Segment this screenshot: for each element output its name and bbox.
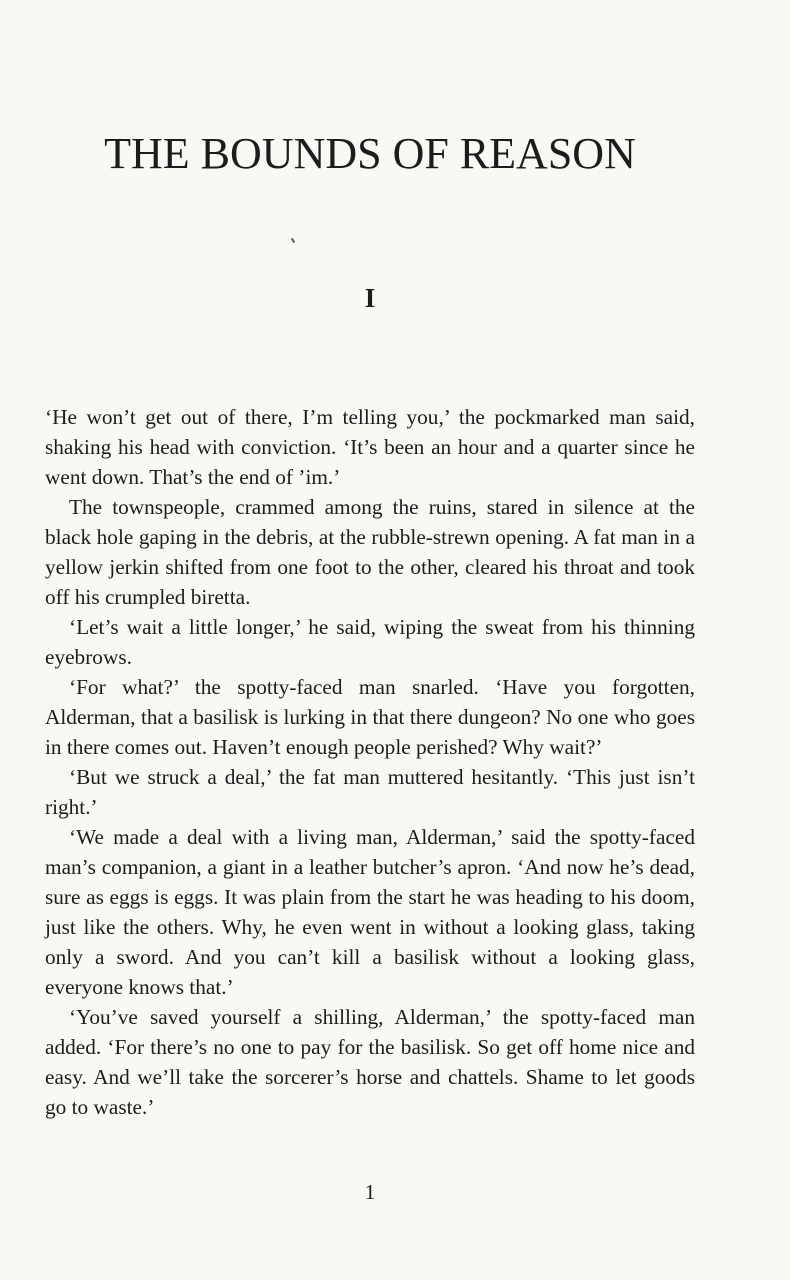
- paragraph: ‘But we struck a deal,’ the fat man muttered hesitantly. ‘This just isn’t right.’: [45, 765, 695, 819]
- chapter-body: [45, 402, 695, 1122]
- paragraph: ‘You’ve saved yourself a shilling, Alderman,’ the spotty-faced man added. ‘For there’s no one to pay for the basilisk. So get off home nice and easy. And we’ll take the sorcerer’s horse and chattels. Shame to let goods go to waste.’: [45, 1005, 695, 1119]
- paragraph: ‘We made a deal with a living man, Alderman,’ said the spotty-faced man’s companion, a giant in a leather butcher’s apron. ‘And now he’s dead, sure as eggs is eggs. It was plain from the start he was heading to his doom, just like the others. Why, he even went in without a looking glass, taking only a sword. And you can’t kill a basilisk without a looking glass, everyone knows that.’: [45, 825, 695, 999]
- paragraph: ‘He won’t get out of there, I’m telling you,’ the pockmarked man said, shaking his head with conviction. ‘It’s been an hour and a quarter since he went down. That’s the end of ’im.’: [45, 405, 695, 489]
- paragraph: The townspeople, crammed among the ruins, stared in silence at the black hole gaping in the debris, at the rubble-strewn opening. A fat man in a yellow jerkin shifted from one foot to the other, cleared his throat and took off his crumpled biretta.: [45, 495, 695, 609]
- page-number: 1: [364, 1180, 376, 1204]
- book-title: THE BOUNDS OF REASON: [104, 129, 636, 178]
- paragraph: ‘For what?’ the spotty-faced man snarled. ‘Have you forgotten, Alderman, that a basilisk is lurking in that there dungeon? No one who goes in there comes out. Haven’t enough people perished? Why wait?’: [45, 675, 695, 759]
- chapter-number: I: [364, 283, 376, 313]
- ink-speck: [291, 238, 295, 243]
- paragraph: ‘Let’s wait a little longer,’ he said, wiping the sweat from his thinning eyebrows.: [45, 615, 695, 669]
